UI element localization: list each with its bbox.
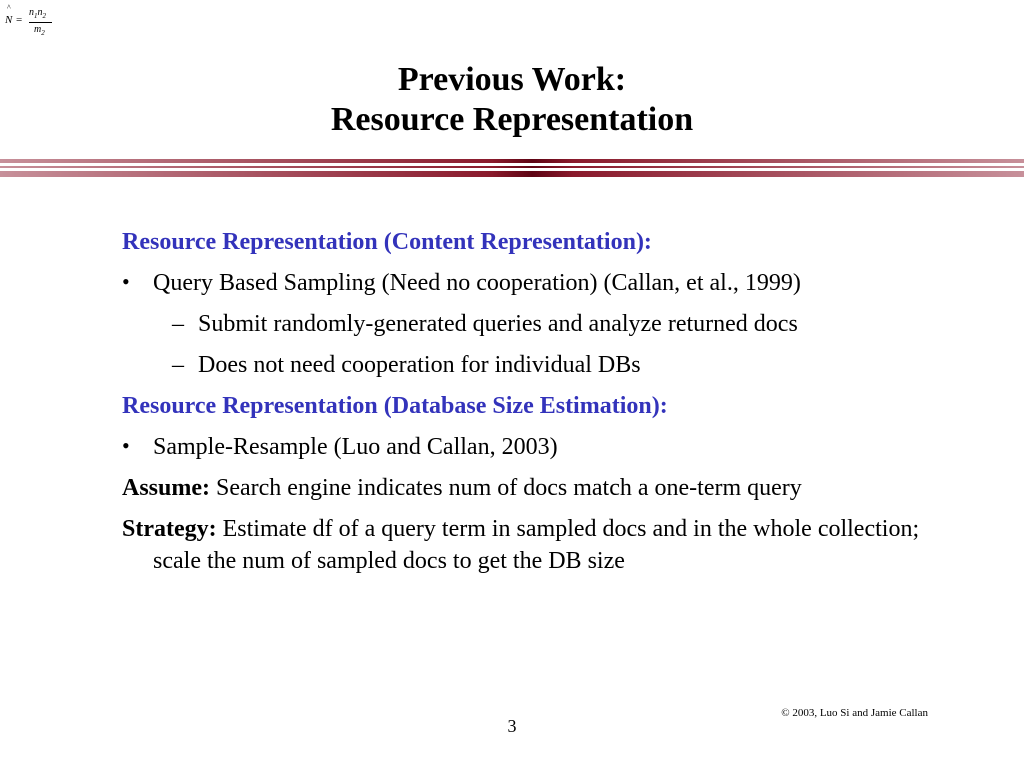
- formula-sub2: 2: [42, 12, 46, 20]
- bullet-sample-resample: [122, 431, 982, 464]
- bullet-dot-icon: •: [122, 269, 130, 294]
- title-divider-middle: [0, 166, 1024, 168]
- slide-title-line-2: Resource Representation: [330, 101, 694, 138]
- formula-sub-m: 2: [41, 29, 45, 37]
- section-heading-content-representation: Resource Representation (Content Representation):: [122, 229, 652, 255]
- section-heading-size-estimation: Resource Representation (Database Size Estimation):: [122, 393, 668, 419]
- dash-icon: –: [172, 311, 184, 337]
- assume-statement: [122, 472, 982, 505]
- dash-icon: –: [172, 352, 184, 378]
- slide-title: [0, 60, 1024, 140]
- formula-n2: n: [37, 7, 43, 18]
- assume-label: Assume:: [122, 475, 210, 501]
- slide-body: [122, 226, 982, 585]
- formula-n1: n: [29, 7, 34, 18]
- strategy-statement: [122, 513, 973, 577]
- assume-text: Search engine indicates num of docs match a one-term query: [210, 475, 802, 501]
- formula-denominator: [34, 24, 45, 37]
- formula-equals: =: [16, 14, 23, 26]
- title-divider-top: [0, 159, 1024, 163]
- bullet-text: Query Based Sampling (Need no cooperation) (Callan, et al., 1999): [153, 270, 801, 296]
- page-number: 3: [507, 716, 517, 736]
- strategy-label: Strategy:: [122, 516, 217, 542]
- sub-bullet-text: Does not need cooperation for individual DBs: [198, 352, 641, 378]
- bullet-query-based-sampling: [122, 267, 982, 300]
- sub-bullet-no-cooperation: [122, 349, 982, 382]
- sub-bullet-submit-queries: [122, 308, 982, 341]
- strategy-text: Estimate df of a query term in sampled docs and in the whole collection; scale the num of sampled docs to get the DB size: [153, 516, 920, 574]
- bullet-text: Sample-Resample (Luo and Callan, 2003): [153, 434, 558, 460]
- bullet-dot-icon: •: [122, 433, 130, 458]
- sub-bullet-text: Submit randomly-generated queries and analyze returned docs: [198, 311, 798, 337]
- formula-m: m: [34, 24, 42, 35]
- formula-fraction-bar: [29, 22, 52, 23]
- formula-sub1: 1: [34, 12, 38, 20]
- estimation-formula: [2, 4, 54, 38]
- formula-lhs: N: [5, 14, 13, 26]
- title-divider-bottom: [0, 171, 1024, 177]
- formula-numerator: [29, 7, 46, 20]
- formula-hat: ^: [7, 3, 11, 12]
- slide-title-line-1: Previous Work:: [397, 61, 627, 98]
- copyright-notice: © 2003, Luo Si and Jamie Callan: [781, 707, 928, 719]
